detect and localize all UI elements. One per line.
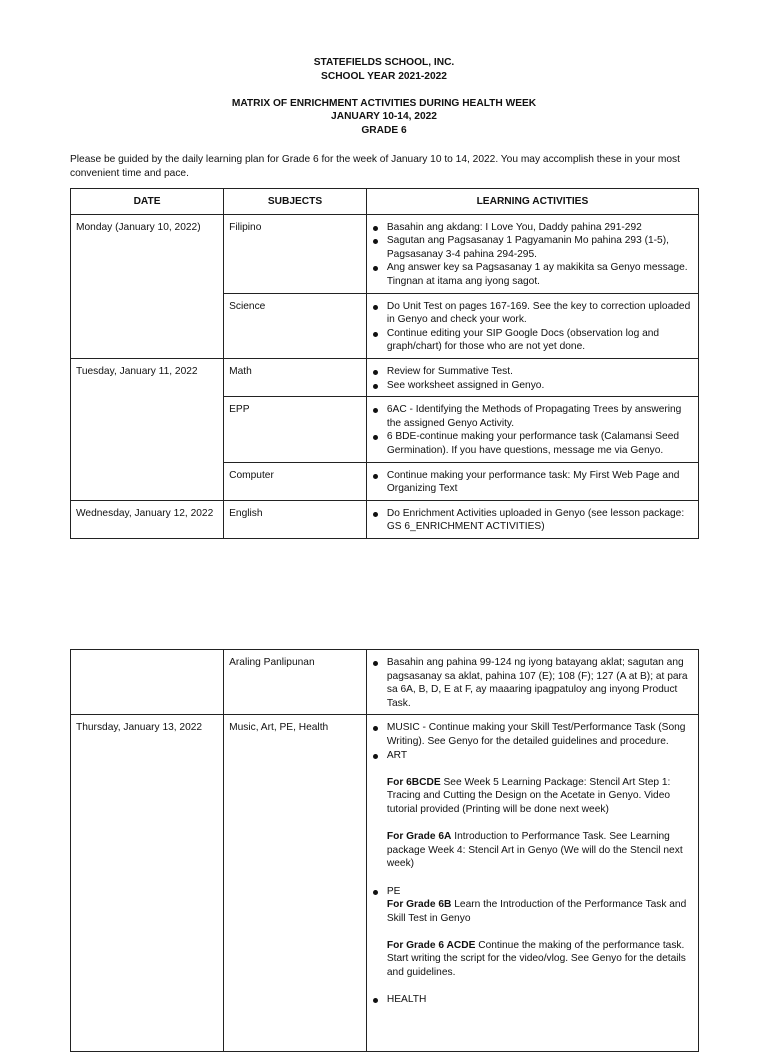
list-item: Ang answer key sa Pagsasanay 1 ay makikita sa Genyo message. Tingnan at itama ang iyong sagot. [387,261,693,288]
table-row [71,214,699,293]
list-item: 6AC - Identifying the Methods of Propagating Trees by answering the assigned Genyo Activity. [387,403,693,430]
pe-label: PE [386,885,401,897]
grade-label: For 6BCDE [386,776,441,788]
list-item: Do Enrichment Activities uploaded in Genyo (see lesson package: GS 6_ENRICHMENT ACTIVITIES) [387,507,693,534]
activities-cell [366,500,698,538]
activities-table-continued [70,649,699,1052]
art-6a-note: For Grade 6A Introduction to Performance Task. See Learning package Week 4: Stencil Art in Genyo (We will do the Stencil next week) [386,831,683,870]
list-item-music: MUSIC - Continue making your Skill Test/Performance Task (Song Writing). See Genyo for the detailed guidelines and procedure. [387,721,693,748]
school-year: SCHOOL YEAR 2021-2022 [321,70,447,82]
date-cell: Tuesday, January 11, 2022 [71,358,224,500]
activities-cell [366,293,698,358]
table-header-row [71,189,699,215]
list-item-art [387,749,693,871]
document-title: MATRIX OF ENRICHMENT ACTIVITIES DURING HEALTH WEEK [231,97,537,109]
subject-cell: EPP [224,397,367,462]
list-item: Continue editing your SIP Google Docs (observation log and graph/chart) for those who are not yet done. [387,327,693,354]
subject-cell: Araling Panlipunan [224,650,367,715]
date-cell: Monday (January 10, 2022) [71,214,224,358]
date-cell: Thursday, January 13, 2022 [71,715,224,1051]
activities-cell [366,397,698,462]
table-row [71,358,699,396]
column-header-subjects: SUBJECTS [224,189,367,215]
list-item: Review for Summative Test. [387,365,693,379]
list-item: See worksheet assigned in Genyo. [387,379,693,393]
grade-level: GRADE 6 [361,124,407,136]
grade-label: For Grade 6 ACDE [386,939,476,951]
subject-cell: Math [224,358,367,396]
school-name: STATEFIELDS SCHOOL, INC. [313,57,455,68]
grade-label: For Grade 6A [386,831,452,843]
subject-cell: Computer [224,462,367,500]
activities-table [70,188,699,539]
date-cell [71,650,224,715]
activities-cell [366,462,698,500]
subject-cell: Science [224,293,367,358]
activities-cell [366,650,698,715]
grade-label: For Grade 6B [386,899,452,911]
list-item-pe [387,885,693,980]
date-cell: Wednesday, January 12, 2022 [71,500,224,538]
table-row [71,650,699,715]
subject-cell: English [224,500,367,538]
list-item: Do Unit Test on pages 167-169. See the key to correction uploaded in Genyo and check your work. [387,300,693,327]
table-row [71,500,699,538]
week-dates: JANUARY 10-14, 2022 [331,111,437,123]
subject-cell: Filipino [224,214,367,293]
table-row [71,715,699,1051]
activities-cell [366,214,698,293]
intro-paragraph: Please be guided by the daily learning plan for Grade 6 for the week of January 10 to 14, 2022. You may accomplish these in your most convenient time and pace. [70,154,680,179]
list-item: 6 BDE-continue making your performance task (Calamansi Seed Germination). If you have questions, message me via Genyo. [387,430,693,457]
activities-cell [366,358,698,396]
activities-cell [366,715,698,1051]
list-item: Continue making your performance task: My First Web Page and Organizing Text [387,469,693,496]
list-item: Basahin ang akdang: I Love You, Daddy pahina 291-292 [387,221,693,235]
art-label: ART [386,749,408,761]
art-6bcde-note: For 6BCDE See Week 5 Learning Package: Stencil Art Step 1: Tracing and Cutting the Design on the Acetate in Genyo. Video tutorial provided (Printing will be done next week) [386,776,671,815]
list-item: Basahin ang pahina 99-124 ng iyong batayang aklat; sagutan ang pagsasanay sa aklat, pahina 107 (E); 108 (F); 127 (A at B); at para sa 6A, B, D, E at F, ay maaaring ipagpatuloy ang inyong Product Task. [387,656,693,710]
pe-6acde-note: For Grade 6 ACDE Continue the making of the performance task. Start writing the script for the video/vlog. See Genyo for the details and guidelines. [386,939,686,979]
subject-cell: Music, Art, PE, Health [224,715,367,1051]
column-header-date: DATE [71,189,224,215]
pe-6b-note: For Grade 6B Learn the Introduction of the Performance Task and Skill Test in Genyo [386,899,687,924]
document-header [0,56,768,138]
column-header-activities: LEARNING ACTIVITIES [366,189,698,215]
list-item-health: HEALTH [387,993,693,1007]
list-item: Sagutan ang Pagsasanay 1 Pagyamanin Mo pahina 293 (1-5), Pagsasanay 3-4 pahina 294-295. [387,234,693,261]
